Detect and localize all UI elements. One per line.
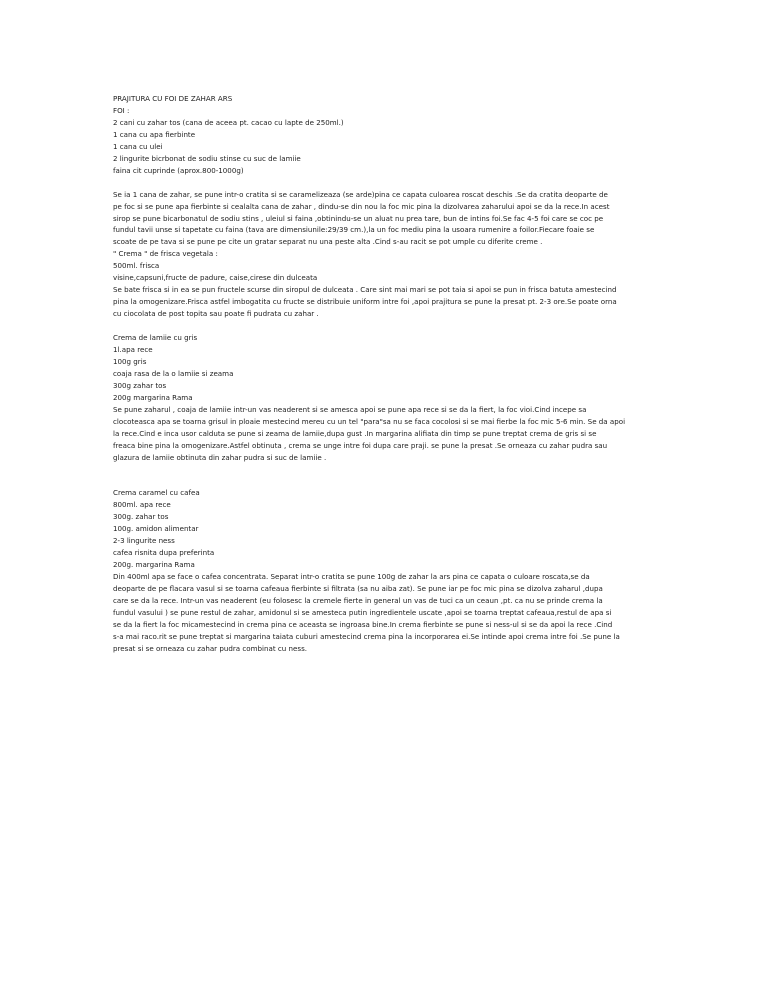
text-line: 100g. amidon alimentar (113, 524, 199, 534)
text-line: faina cit cuprinde (aprox.800-1000g) (113, 165, 244, 175)
text-line: 300g. zahar tos (113, 512, 169, 522)
text-line: pe foc si se pune apa fierbinte si cealalta cana de zahar , dindu-se din nou la foc mic pina la dizolvarea zaharului apoi se da la rece.In acest (113, 201, 610, 211)
text-line: " Crema " de frisca vegetala : (113, 249, 218, 259)
text-line: Crema de lamiie cu gris (113, 333, 198, 343)
text-line: cafea risnita dupa preferinta (113, 548, 215, 558)
text-line: 500ml. frisca (113, 261, 160, 271)
text-line: Din 400ml apa se face o cafea concentrata. Separat intr-o cratita se pune 100g de zahar la ars pina ce capata o culoare roscata,se da (113, 572, 590, 582)
text-line: FOI : (113, 105, 130, 115)
text-line: Se ia 1 cana de zahar, se pune intr-o cratita si se caramelizeaza (se arde)pina ce capata culoarea roscat deschis .Se da cratita deoparte de (113, 189, 608, 199)
document-body (113, 93, 661, 655)
text-line: 2 lingurite bicrbonat de sodiu stinse cu suc de lamiie (113, 153, 301, 163)
text-line: 1 cana cu ulei (113, 141, 163, 151)
text-line: pina la omogenizare.Frisca astfel imbogatita cu fructe se distribuie uniform intre foi ,apoi prajitura se pune la presat pt. 2-3 ore.Se poate orna (113, 297, 617, 307)
text-line: 300g zahar tos (113, 380, 167, 390)
text-line: 1 cana cu apa fierbinte (113, 129, 196, 139)
blank-line (113, 320, 661, 332)
text-line: 800ml. apa rece (113, 500, 171, 510)
text-line: sirop se pune bicarbonatul de sodiu stins , uleiul si faina ,obtinindu-se un aluat nu prea tare, bun de intins foi.Se fac 4-5 foi care se coc pe (113, 213, 604, 223)
blank-line (113, 464, 661, 476)
text-line: Se bate frisca si in ea se pun fructele scurse din siropul de dulceata . Care sint mai mari se pot taia si apoi se pun in frisca batuta amestecind (113, 285, 617, 295)
text-line: deoparte de pe flacara vasul si se toarna cafeaua fierbinte si filtrata (sa nu aiba zat). Se pune iar pe foc mic pina se dizolva zaharul ,dupa (113, 584, 603, 594)
text-line: clocoteasca apa se toarna grisul in ploaie mestecind mereu cu un tel "para"sa nu se faca cocolosi si se mai fierbe la foc mic 5-6 min. Se da apoi (113, 416, 626, 426)
text-line: scoate de pe tava si se pune pe cite un gratar separat nu una peste alta .Cind s-au racit se pot umple cu diferite creme . (113, 237, 543, 247)
text-line: coaja rasa de la o lamiie si zeama (113, 368, 234, 378)
text-line: Se pune zaharul , coaja de lamiie intr-un vas neaderent si se amesca apoi se pune apa rece si se da la fiert, la foc vioi.Cind incepe sa (113, 404, 587, 414)
blank-line (113, 475, 661, 487)
text-line: se da la fiert la foc micamestecind in crema pina ce aceasta se ingroasa bine.In crema fierbinte se pune si ness-ul si se da apoi la rece .Cind (113, 619, 613, 629)
text-line: s-a mai raco.rit se pune treptat si margarina taiata cuburi amestecind crema pina la incorporarea ei.Se intinde apoi crema intre foi .Se pune la (113, 631, 620, 641)
recipe-title: PRAJITURA CU FOI DE ZAHAR ARS (113, 94, 233, 103)
text-line: visine,capsuni,fructe de padure, caise,cirese din dulceata (113, 273, 318, 283)
text-line: 200g margarina Rama (113, 392, 193, 402)
text-line: la rece.Cind e inca usor calduta se pune si zeama de lamiie,dupa gust .In margarina alifiata din timp se pune treptat crema de gris si se (113, 428, 597, 438)
text-line: 200g. margarina Rama (113, 560, 195, 570)
blank-line (113, 177, 661, 189)
text-line: fundul vasului ) se pune restul de zahar, amidonul si se amesteca putin ingredientele uscate ,apoi se toarna treptat cafeaua,restul de apa si (113, 607, 612, 617)
text-line: cu ciocolata de post topita sau poate fi pudrata cu zahar . (113, 309, 319, 319)
text-line: fundul tavii unse si tapetate cu faina (tava are dimensiunile:29/39 cm.),la un foc mediu pina la usoara rumenire a foilor.Fiecare foaie se (113, 225, 595, 235)
text-line: glazura de lamiie obtinuta din zahar pudra si suc de lamiie . (113, 452, 327, 462)
text-line: freaca bine pina la omogenizare.Astfel obtinuta , crema se unge intre foi dupa care praji. se pune la presat .Se orneaza cu zahar pudra sau (113, 440, 608, 450)
text-line: care se da la rece. Intr-un vas neaderent (eu folosesc la cremele fierte in general un vas de tuci ca un ceaun ,pt. ca nu se prinde crema la (113, 595, 603, 605)
text-line: 1l.apa rece (113, 344, 153, 354)
text-line: 2-3 lingurite ness (113, 536, 175, 546)
text-line: 100g gris (113, 356, 147, 366)
text-line: Crema caramel cu cafea (113, 488, 200, 498)
text-line: 2 cani cu zahar tos (cana de aceea pt. cacao cu lapte de 250ml.) (113, 117, 344, 127)
text-line: presat si se orneaza cu zahar pudra combinat cu ness. (113, 643, 308, 653)
